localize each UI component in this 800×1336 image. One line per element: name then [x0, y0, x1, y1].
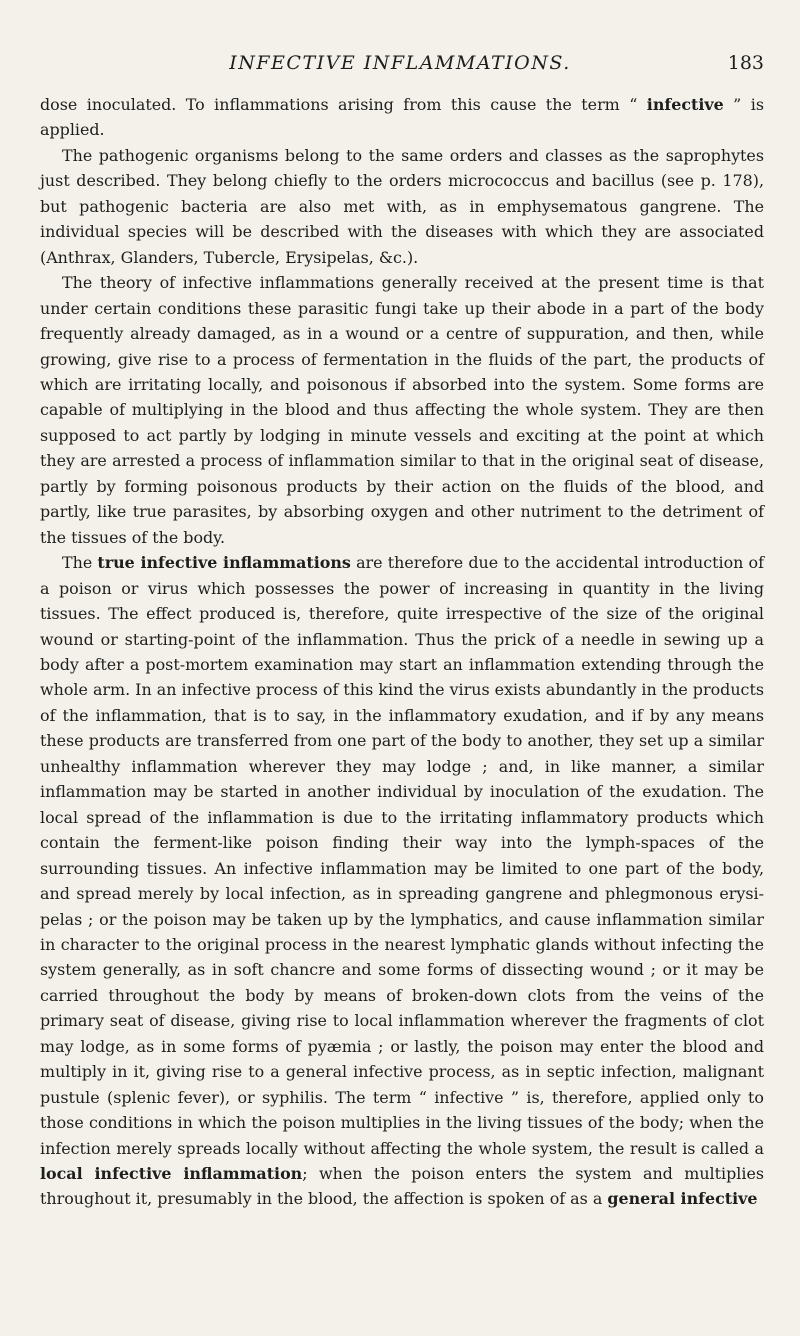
bold-term: general infective [607, 1189, 758, 1209]
paragraph [40, 550, 764, 1212]
paragraph [40, 92, 764, 143]
text-run: The theory of infective inflammations generally received at the present time is that under certain conditions these parasitic fungi take up their abode in a part of the body frequently already damaged, as in a wound or a centre of suppuration, and then, while growing, give rise to a process of fermentation in the fluids of the part, the products of which are irritating locally, and poisonous if absorbed into the system. Some forms are capable of multiplying in the blood and thus affecting the whole system. They are then supposed to act partly by lodging in minute vessels and exciting at the point at which they are arrested a process of inflammation similar to that in the original seat of disease, partly by forming poisonous products by their action on the fluids of the blood, and partly, like true parasites, by absorbing oxygen and other nutriment to the detriment of the tissues of the body. [40, 273, 764, 547]
text-run: The [62, 553, 98, 573]
text-run: are therefore due to the accidental introduction of a poison or virus which possesses the power of increasing in quantity in the living tissues. The effect produced is, therefore, quite irrespective of the size of the original wound or starting-point of the inflammation. Thus the prick of a needle in sewing up a body after a post-mortem examination may start an inflammation extending through the whole arm. In an infective process of this kind the virus exists abundantly in the products of the inflammation, that is to say, in the inflammatory exudation, and if by any means these products are transferred from one part of the body to another, they set up a similar unhealthy inflammation wherever they may lodge ; and, in like manner, a similar inflammation may be started in another individual by inoculation of the exudation. The local spread of the inflammation is due to the irritating inflammatory products which contain the ferment-like poison finding their way into the lymph-spaces of the surrounding tissues. An infective inflammation may be limited to one part of the body, and spread merely by local infection, as in spreading gangrene and phlegmonous erysipelas ; or the poison may be taken up by the lymphatics, and cause inflammation similar in character to the original process in the nearest lymphatic glands without infecting the system generally, as in soft chancre and some forms of dissecting wound ; or it may be carried throughout the body by means of broken-down clots from the veins of the primary seat of disease, giving rise to local inflammation wherever the fragments of clot may lodge, as in some forms of pyæmia ; or lastly, the poison may enter the blood and multiply in it, giving rise to a general infective process, as in septic infection, malignant pustule (splenic fever), or syphilis. The term “ infective ” is, therefore, applied only to those conditions in which the poison multiplies in the living tissues of the body; when the infection merely spreads locally without affecting the whole system, the result is called a [40, 553, 765, 1158]
paragraph [40, 143, 764, 270]
page-number: 183 [727, 52, 764, 74]
running-head [0, 50, 800, 78]
text-run: The pathogenic organisms belong to the same orders and classes as the saprophytes just described. They belong chiefly to the orders micrococcus and bacillus (see p. 178), but pathogenic bacteria are also met with, as in emphysematous gangrene. The individual species will be described with the diseases with which they are associated (Anthrax, Glanders, Tubercle, Erysipelas, &c.). [40, 145, 764, 267]
bold-term: true infective inflammations [97, 553, 351, 573]
body-text [40, 92, 764, 1212]
bold-term: local infective inflammation [40, 1164, 303, 1184]
running-title: INFECTIVE INFLAMMATIONS. [229, 52, 571, 74]
bold-term: infective [646, 95, 724, 114]
text-run: ” is applied. [40, 95, 764, 140]
text-run: ; when the poison enters the system and multiplies throughout it, presumably in the blood, the affection is spoken of as a [40, 1164, 764, 1209]
paragraph [40, 270, 764, 550]
text-run: dose inoculated. To inflammations arising from this cause the term “ [40, 95, 647, 114]
